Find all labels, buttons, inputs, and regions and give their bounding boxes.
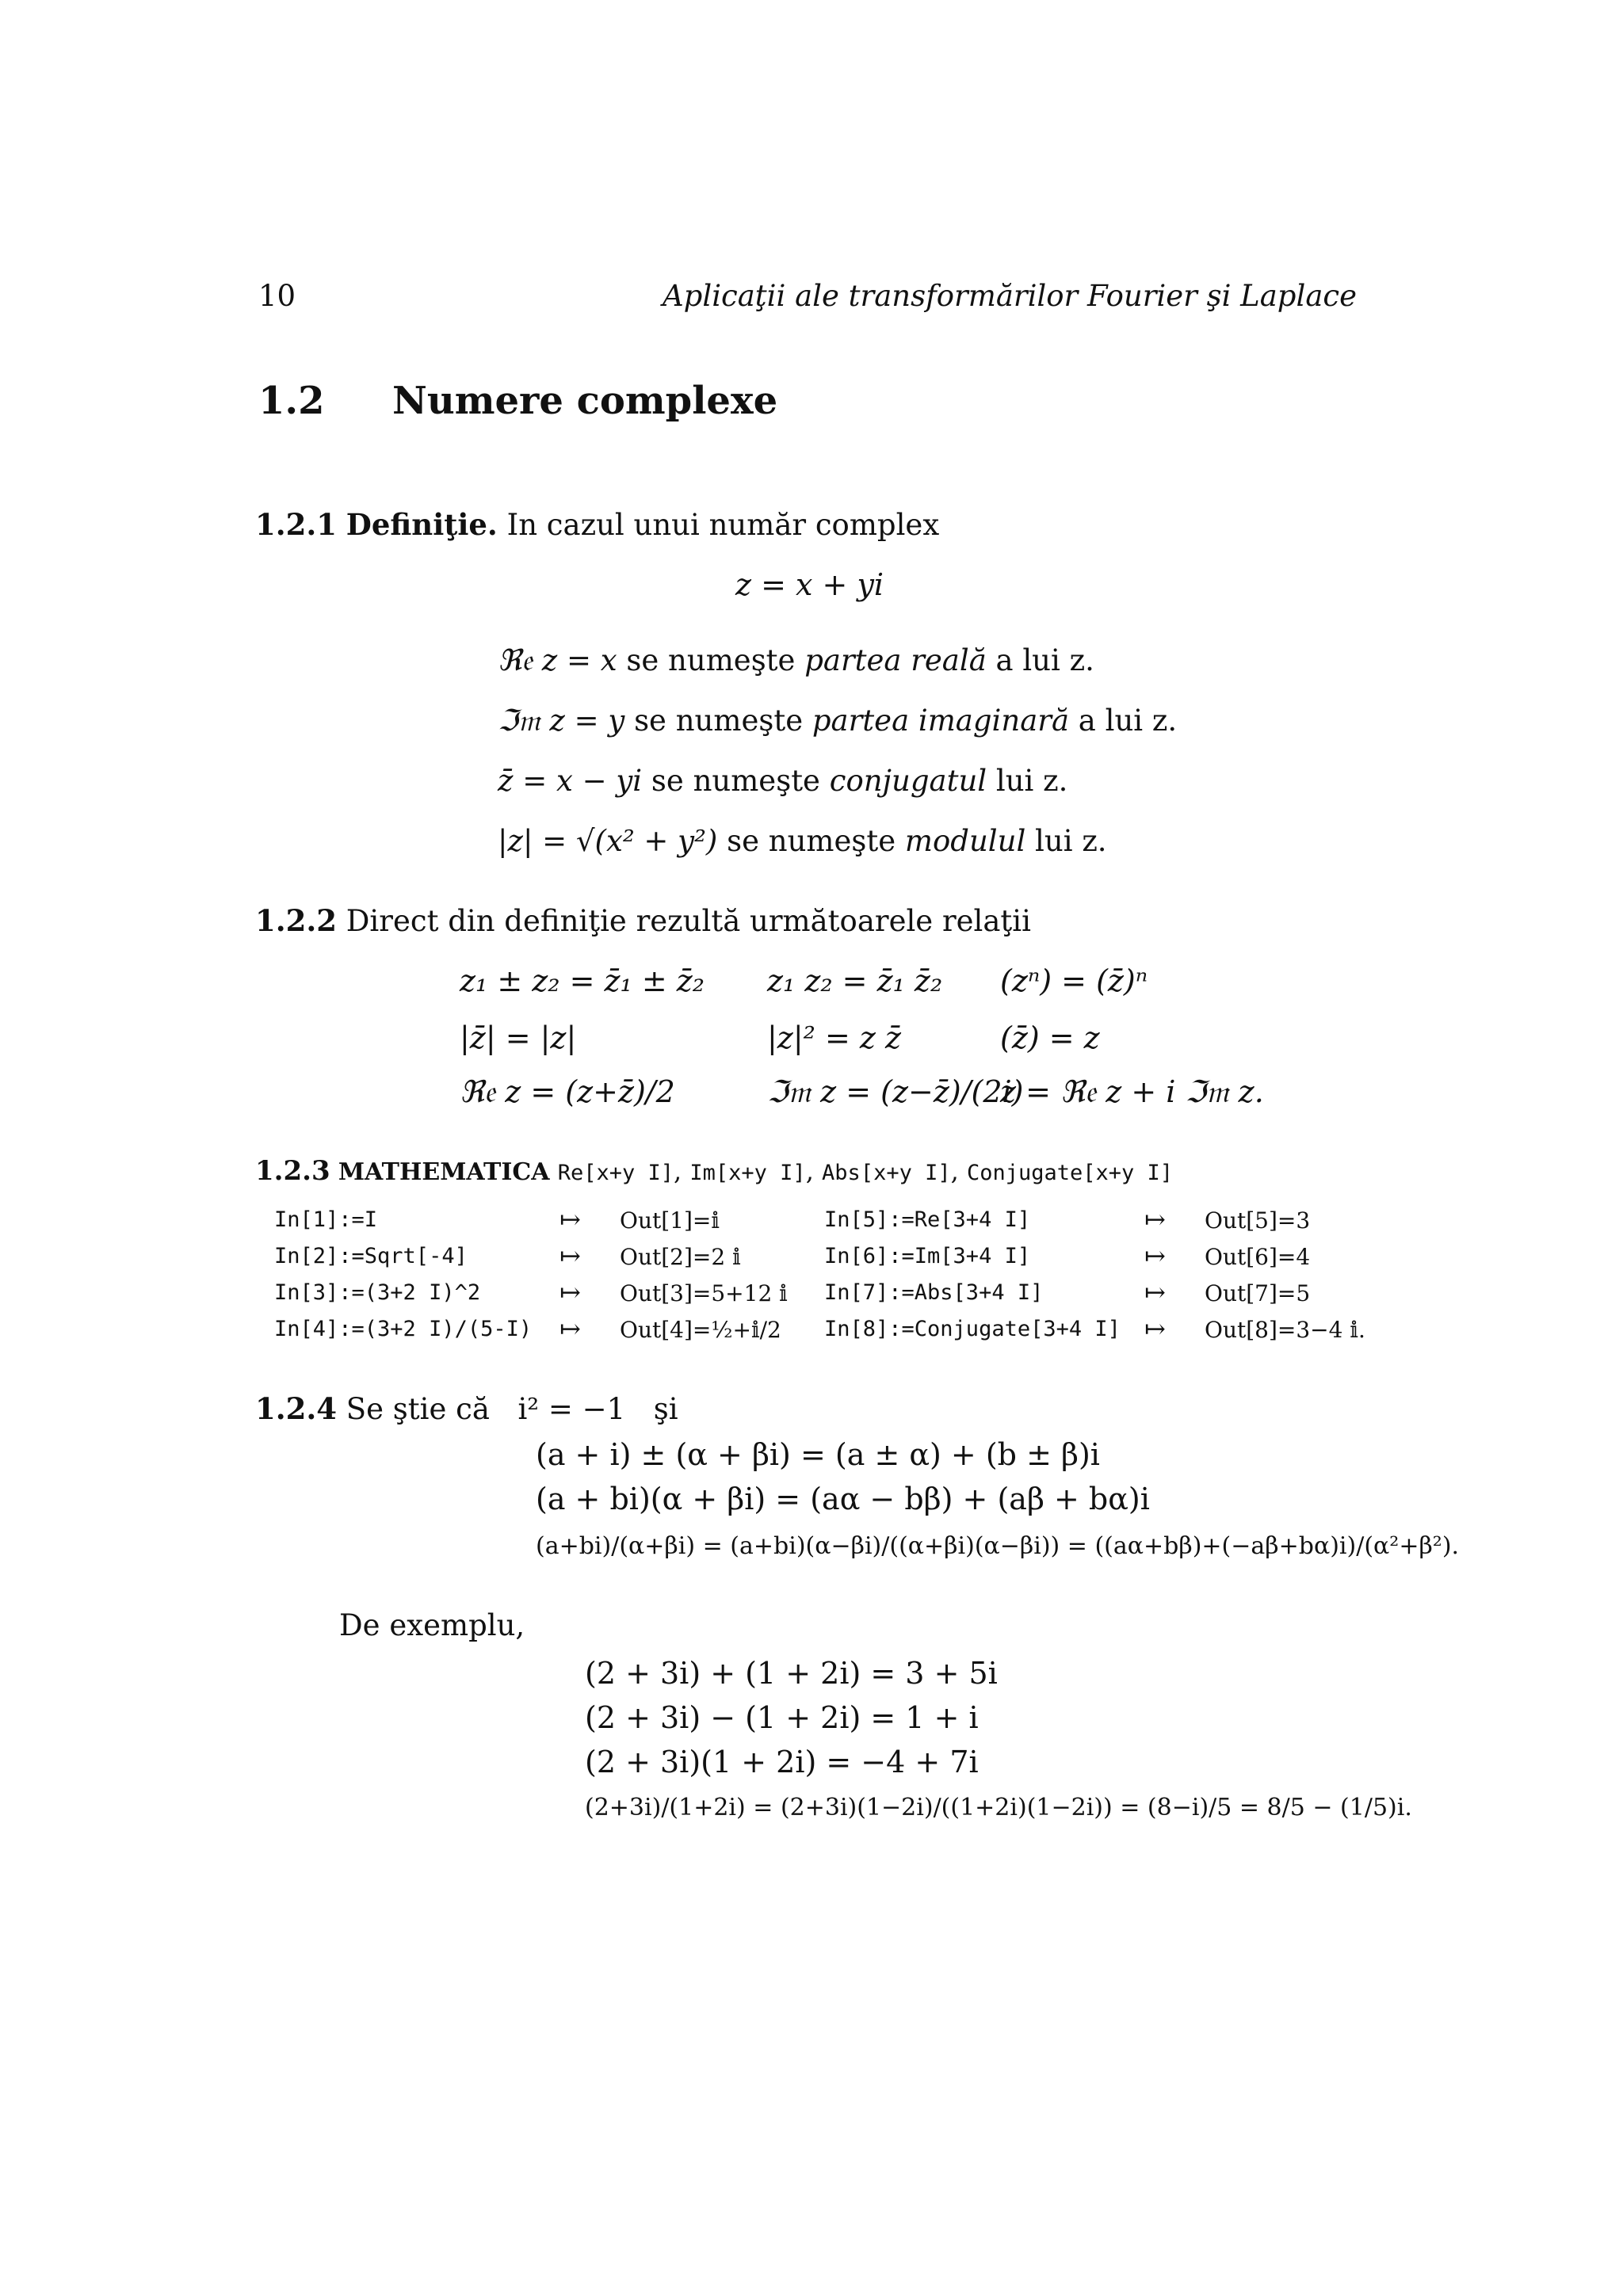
- relation-cell: ℑ𝔪 z = (z−z̄)/(2i): [767, 1074, 1024, 1109]
- example-equation: (2 + 3i)(1 + 2i) = −4 + 7i: [585, 1745, 979, 1779]
- mathematica-output: Out[4]=½+𝕚/2: [620, 1317, 781, 1343]
- subsection-number: 1.2.4: [255, 1391, 337, 1426]
- mathematica-input: In[4]:=(3+2 I)/(5-I): [274, 1317, 533, 1341]
- imaginary-unit-fact: i² = −1: [517, 1392, 626, 1426]
- relation-cell: z₁ z₂ = z̄₁ z̄₂: [767, 963, 943, 998]
- definition-item: |z| = √(x² + y²) se numeşte modulul lui z.: [498, 824, 1107, 858]
- section-number: 1.2: [258, 379, 325, 423]
- running-title: Aplicaţii ale transformărilor Fourier şi Laplace: [662, 279, 1357, 313]
- mathematica-input: In[8]:=Conjugate[3+4 I]: [824, 1317, 1121, 1341]
- mathematica-output: Out[2]=2 𝕚: [620, 1244, 741, 1270]
- example-equation: (2 + 3i) + (1 + 2i) = 3 + 5i: [585, 1656, 998, 1691]
- relations-intro: 1.2.2 Direct din definiţie rezultă următoarele relaţii: [255, 903, 1031, 938]
- maps-to-arrow: ↦: [1144, 1241, 1166, 1271]
- complex-rules-intro: 1.2.4 Se ştie că i² = −1 şi: [255, 1391, 678, 1426]
- mathematica-input: In[6]:=Im[3+4 I]: [824, 1244, 1031, 1268]
- mathematica-output: Out[8]=3−4 𝕚.: [1205, 1317, 1365, 1343]
- definition-label: Definiţie.: [346, 507, 498, 542]
- rule-equation: (a + i) ± (α + βi) = (a ± α) + (b ± β)i: [536, 1437, 1100, 1472]
- definition-item: ℑ𝔪 z = y se numeşte partea imaginară a lui z.: [498, 704, 1178, 738]
- mathematica-output: Out[1]=𝕚: [620, 1207, 720, 1234]
- display-equation: z = x + yi: [735, 567, 884, 602]
- definition-121-intro: [255, 507, 939, 542]
- relation-cell: ℜ𝔢 z = (z+z̄)/2: [460, 1074, 675, 1109]
- relation-cell: z = ℜ𝔢 z + i ℑ𝔪 z.: [1000, 1074, 1264, 1109]
- mathematica-heading: 1.2.3 MATHEMATICA Re[x+y I], Im[x+y I], Abs[x+y I], Conjugate[x+y I]: [255, 1155, 1174, 1187]
- maps-to-arrow: ↦: [1144, 1277, 1166, 1307]
- relation-cell: z₁ ± z₂ = z̄₁ ± z̄₂: [460, 963, 705, 998]
- maps-to-arrow: ↦: [559, 1314, 581, 1344]
- mathematica-input: In[2]:=Sqrt[-4]: [274, 1244, 468, 1268]
- section-title: Numere complexe: [391, 379, 778, 423]
- maps-to-arrow: ↦: [559, 1241, 581, 1271]
- maps-to-arrow: ↦: [1144, 1204, 1166, 1234]
- relation-cell: |z̄| = |z|: [460, 1020, 577, 1055]
- definition-item: ℜ𝔢 z = x se numeşte partea reală a lui z.: [498, 643, 1094, 677]
- mathematica-output: Out[5]=3: [1205, 1207, 1311, 1234]
- mathematica-input: In[3]:=(3+2 I)^2: [274, 1280, 481, 1305]
- maps-to-arrow: ↦: [559, 1204, 581, 1234]
- example-intro: De exemplu,: [339, 1608, 525, 1642]
- maps-to-arrow: ↦: [559, 1277, 581, 1307]
- definition-item: z̄ = x − yi se numeşte conjugatul lui z.: [498, 764, 1068, 798]
- relation-cell: (zⁿ) = (z̄)ⁿ: [1000, 963, 1148, 998]
- mathematica-output: Out[7]=5: [1205, 1280, 1311, 1306]
- relation-cell: |z|² = z z̄: [767, 1020, 901, 1055]
- mathematica-input: In[1]:=I: [274, 1207, 378, 1232]
- rule-equation: (a + bi)(α + βi) = (aα − bβ) + (aβ + bα)i: [536, 1482, 1150, 1516]
- definition-text: In cazul unui număr complex: [506, 508, 940, 542]
- page-number: 10: [258, 279, 296, 313]
- mathematica-input: In[5]:=Re[3+4 I]: [824, 1207, 1031, 1232]
- example-equation: (2 + 3i) − (1 + 2i) = 1 + i: [585, 1700, 979, 1735]
- mathematica-output: Out[3]=5+12 𝕚: [620, 1280, 788, 1306]
- section-heading: [258, 379, 777, 423]
- subsection-number: 1.2.1: [255, 507, 337, 542]
- mathematica-output: Out[6]=4: [1205, 1244, 1311, 1270]
- relation-cell: (z̄) = z: [1000, 1020, 1100, 1055]
- rule-equation: (a+bi)/(α+βi) = (a+bi)(α−βi)/((α+βi)(α−βi)) = ((aα+bβ)+(−aβ+bα)i)/(α²+β²).: [536, 1532, 1460, 1560]
- example-equation: (2+3i)/(1+2i) = (2+3i)(1−2i)/((1+2i)(1−2i)) = (8−i)/5 = 8/5 − (1/5)i.: [585, 1794, 1412, 1821]
- mathematica-input: In[7]:=Abs[3+4 I]: [824, 1280, 1044, 1305]
- subsection-number: 1.2.2: [255, 903, 337, 938]
- maps-to-arrow: ↦: [1144, 1314, 1166, 1344]
